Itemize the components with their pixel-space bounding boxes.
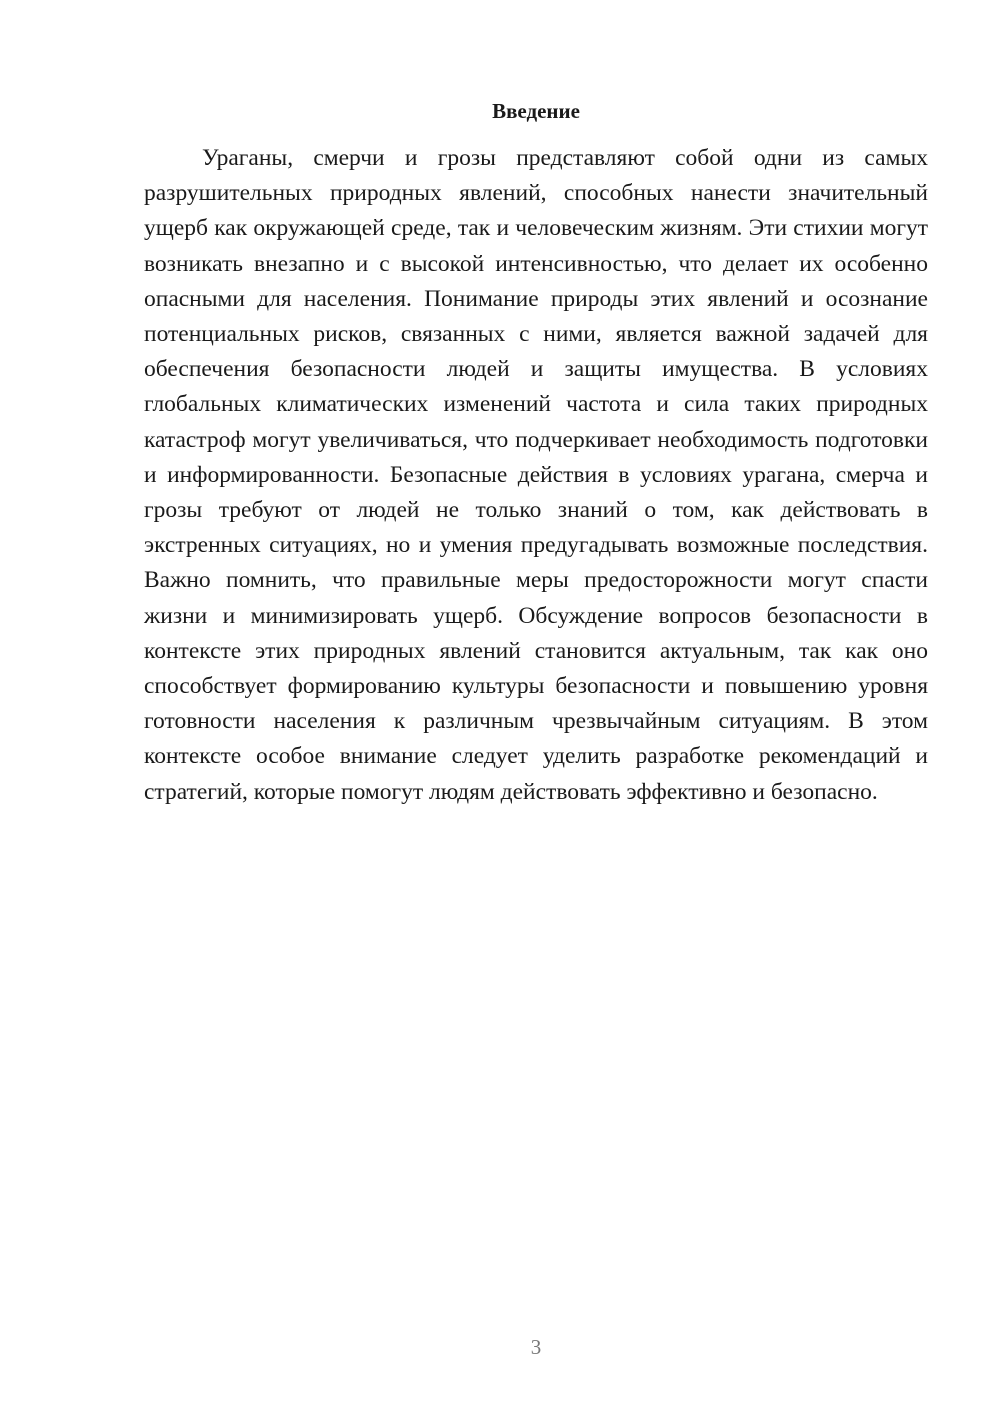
page-number: 3 [530, 1335, 542, 1359]
body-paragraph: Ураганы, смерчи и грозы представляют собой одни из самых разрушительных природных явлений, способных нанести значительный ущерб как окружающей среде, так и человеческим жизням. Эти стихии могут возникать внезапно и с высокой интенсивностью, что делает их особенно опасными для населения. Понимание природы этих явлений и осознание потенциальных рисков, связанных с ними, является важной задачей для обеспечения безопасности людей и защиты имущества. В условиях глобальных климатических изменений частота и сила таких природных катастроф могут увеличиваться, что подчеркивает необходимость подготовки и информированности. Безопасные действия в условиях урагана, смерча и грозы требуют от людей не только знаний о том, как действовать в экстренных ситуациях, но и умения предугадывать возможные последствия. Важно помнить, что правильные меры предосторожности могут спасти жизни и минимизировать ущерб. Обсуждение вопросов безопасности в контексте этих природных явлений становится актуальным, так как оно способствует формированию культуры безопасности и повышению уровня готовности населения к различным чрезвычайным ситуациям. В этом контексте особое внимание следует уделить разработке рекомендаций и стратегий, которые помогут людям действовать эффективно и безопасно. [144, 145, 928, 805]
section-heading: Введение [492, 99, 580, 123]
